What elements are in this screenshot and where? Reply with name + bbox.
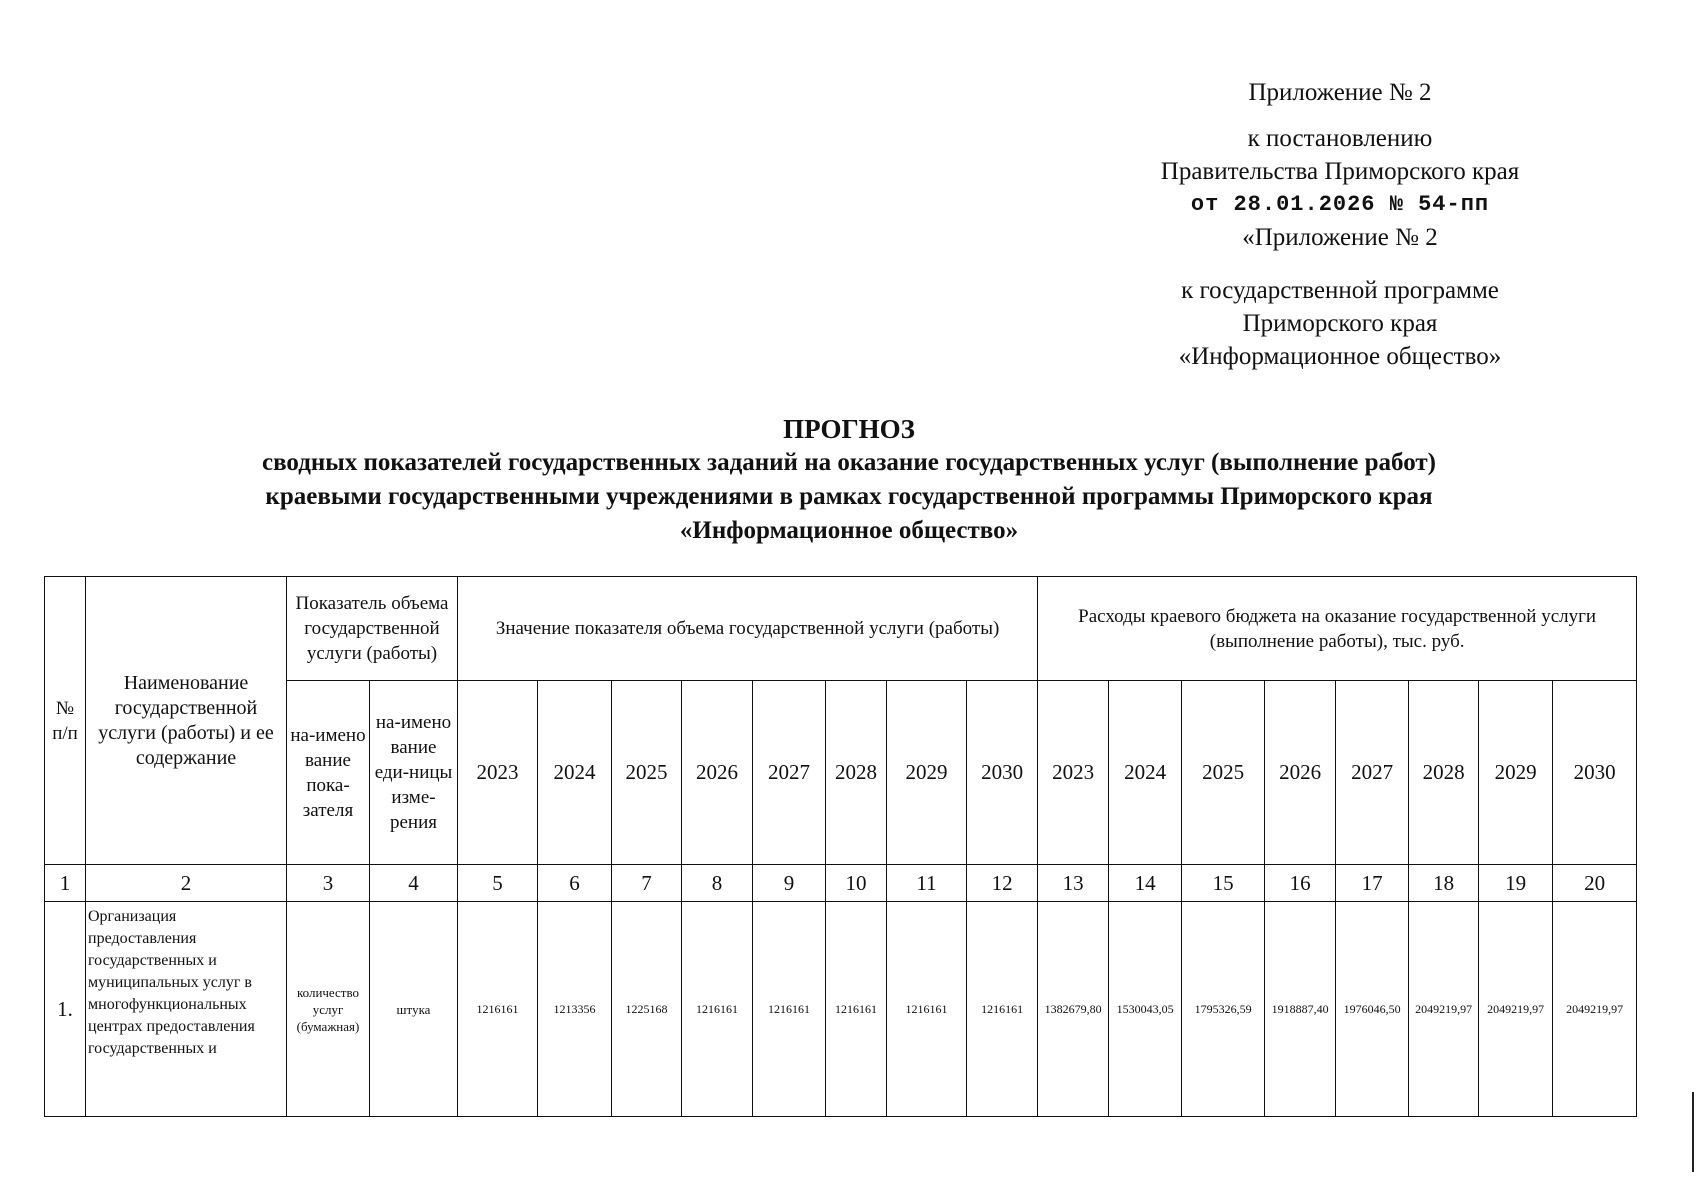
cost-value: 1918887,40 [1265, 902, 1336, 1117]
service-name: Организация предоставления государственных и муниципальных услуг в многофункциональных центрах предоставления государственных и [86, 902, 287, 1117]
volume-year-header: 2026 [682, 681, 753, 865]
volume-year-header: 2024 [538, 681, 612, 865]
column-number-row [45, 865, 1637, 902]
cost-year-header: 2024 [1109, 681, 1182, 865]
decree-block [1100, 122, 1580, 221]
volume-value: 1213356 [538, 902, 612, 1117]
title-main: ПРОГНОЗ [783, 414, 915, 444]
volume-value: 1216161 [682, 902, 753, 1117]
volume-year-header: 2030 [967, 681, 1038, 865]
forecast-table [44, 576, 1637, 1117]
column-number: 9 [753, 865, 826, 902]
appendix-label: Приложение № 2 [1248, 79, 1432, 106]
column-number: 1 [45, 865, 86, 902]
indicator-name: количество услуг (бумажная) [287, 902, 370, 1117]
volume-value: 1216161 [967, 902, 1038, 1117]
column-number: 4 [370, 865, 458, 902]
appendix-label-quoted: «Приложение № 2 [1242, 224, 1438, 251]
cost-value: 2049219,97 [1409, 902, 1479, 1117]
cost-year-header: 2026 [1265, 681, 1336, 865]
volume-value: 1216161 [887, 902, 967, 1117]
volume-value: 1216161 [826, 902, 887, 1117]
cost-value: 2049219,97 [1479, 902, 1553, 1117]
volume-year-header: 2028 [826, 681, 887, 865]
table-row [45, 902, 1637, 1117]
col-name-header: Наименование государственной услуги (работы) и ее содержание [86, 577, 287, 865]
cost-year-header: 2028 [1409, 681, 1479, 865]
cost-year-header: 2023 [1038, 681, 1109, 865]
program-line: к государственной программе [1181, 277, 1499, 304]
row-number: 1. [45, 902, 86, 1117]
volume-year-header: 2023 [458, 681, 538, 865]
program-block [1100, 274, 1580, 373]
title-line: сводных показателей государственных заданий на оказание государственных услуг (выполнение работ) [262, 449, 1436, 476]
scan-edge-mark [1692, 1092, 1694, 1172]
column-number: 6 [538, 865, 612, 902]
cost-year-header: 2030 [1553, 681, 1637, 865]
appendix-title-quoted [1100, 221, 1580, 254]
volume-header: Значение показателя объема государственной услуги (работы) [458, 577, 1038, 681]
column-number: 7 [612, 865, 682, 902]
decree-date-number: от 28.01.2026 № 54-пп [1190, 192, 1490, 217]
column-number: 10 [826, 865, 887, 902]
cost-year-header: 2025 [1182, 681, 1265, 865]
column-number: 8 [682, 865, 753, 902]
column-number: 5 [458, 865, 538, 902]
decree-line: к постановлению [1247, 125, 1433, 152]
costs-header: Расходы краевого бюджета на оказание государственной услуги (выполнение работы), тыс. руб. [1038, 577, 1637, 681]
volume-value: 1216161 [458, 902, 538, 1117]
volume-value: 1216161 [753, 902, 826, 1117]
program-line: «Информационное общество» [1178, 343, 1502, 370]
appendix-title [1100, 76, 1580, 109]
column-number: 16 [1265, 865, 1336, 902]
indicator-header: Показатель объема государственной услуги (работы) [287, 577, 458, 681]
cost-value: 1976046,50 [1336, 902, 1409, 1117]
column-number: 20 [1553, 865, 1637, 902]
document-title [0, 412, 1698, 548]
cost-value: 1382679,80 [1038, 902, 1109, 1117]
indicator-name-header: на-имено вание пока-зателя [287, 681, 370, 865]
volume-year-header: 2027 [753, 681, 826, 865]
indicator-unit: штука [370, 902, 458, 1117]
title-line: краевыми государственными учреждениями в рамках государственной программы Приморского края [265, 483, 1433, 510]
column-number: 17 [1336, 865, 1409, 902]
column-number: 3 [287, 865, 370, 902]
column-number: 14 [1109, 865, 1182, 902]
column-number: 12 [967, 865, 1038, 902]
column-number: 11 [887, 865, 967, 902]
indicator-unit-header: на-имено вание еди-ницы изме-рения [370, 681, 458, 865]
volume-value: 1225168 [612, 902, 682, 1117]
cost-value: 2049219,97 [1553, 902, 1637, 1117]
title-line: «Информационное общество» [679, 517, 1019, 544]
cost-value: 1795326,59 [1182, 902, 1265, 1117]
column-number: 19 [1479, 865, 1553, 902]
column-number: 18 [1409, 865, 1479, 902]
decree-line: Правительства Приморского края [1160, 158, 1520, 185]
column-number: 15 [1182, 865, 1265, 902]
column-number: 13 [1038, 865, 1109, 902]
header-row-1 [45, 577, 1637, 681]
column-number: 2 [86, 865, 287, 902]
cost-year-header: 2029 [1479, 681, 1553, 865]
program-line: Приморского края [1242, 310, 1438, 337]
volume-year-header: 2025 [612, 681, 682, 865]
cost-value: 1530043,05 [1109, 902, 1182, 1117]
col-num-header: № п/п [45, 577, 86, 865]
cost-year-header: 2027 [1336, 681, 1409, 865]
volume-year-header: 2029 [887, 681, 967, 865]
